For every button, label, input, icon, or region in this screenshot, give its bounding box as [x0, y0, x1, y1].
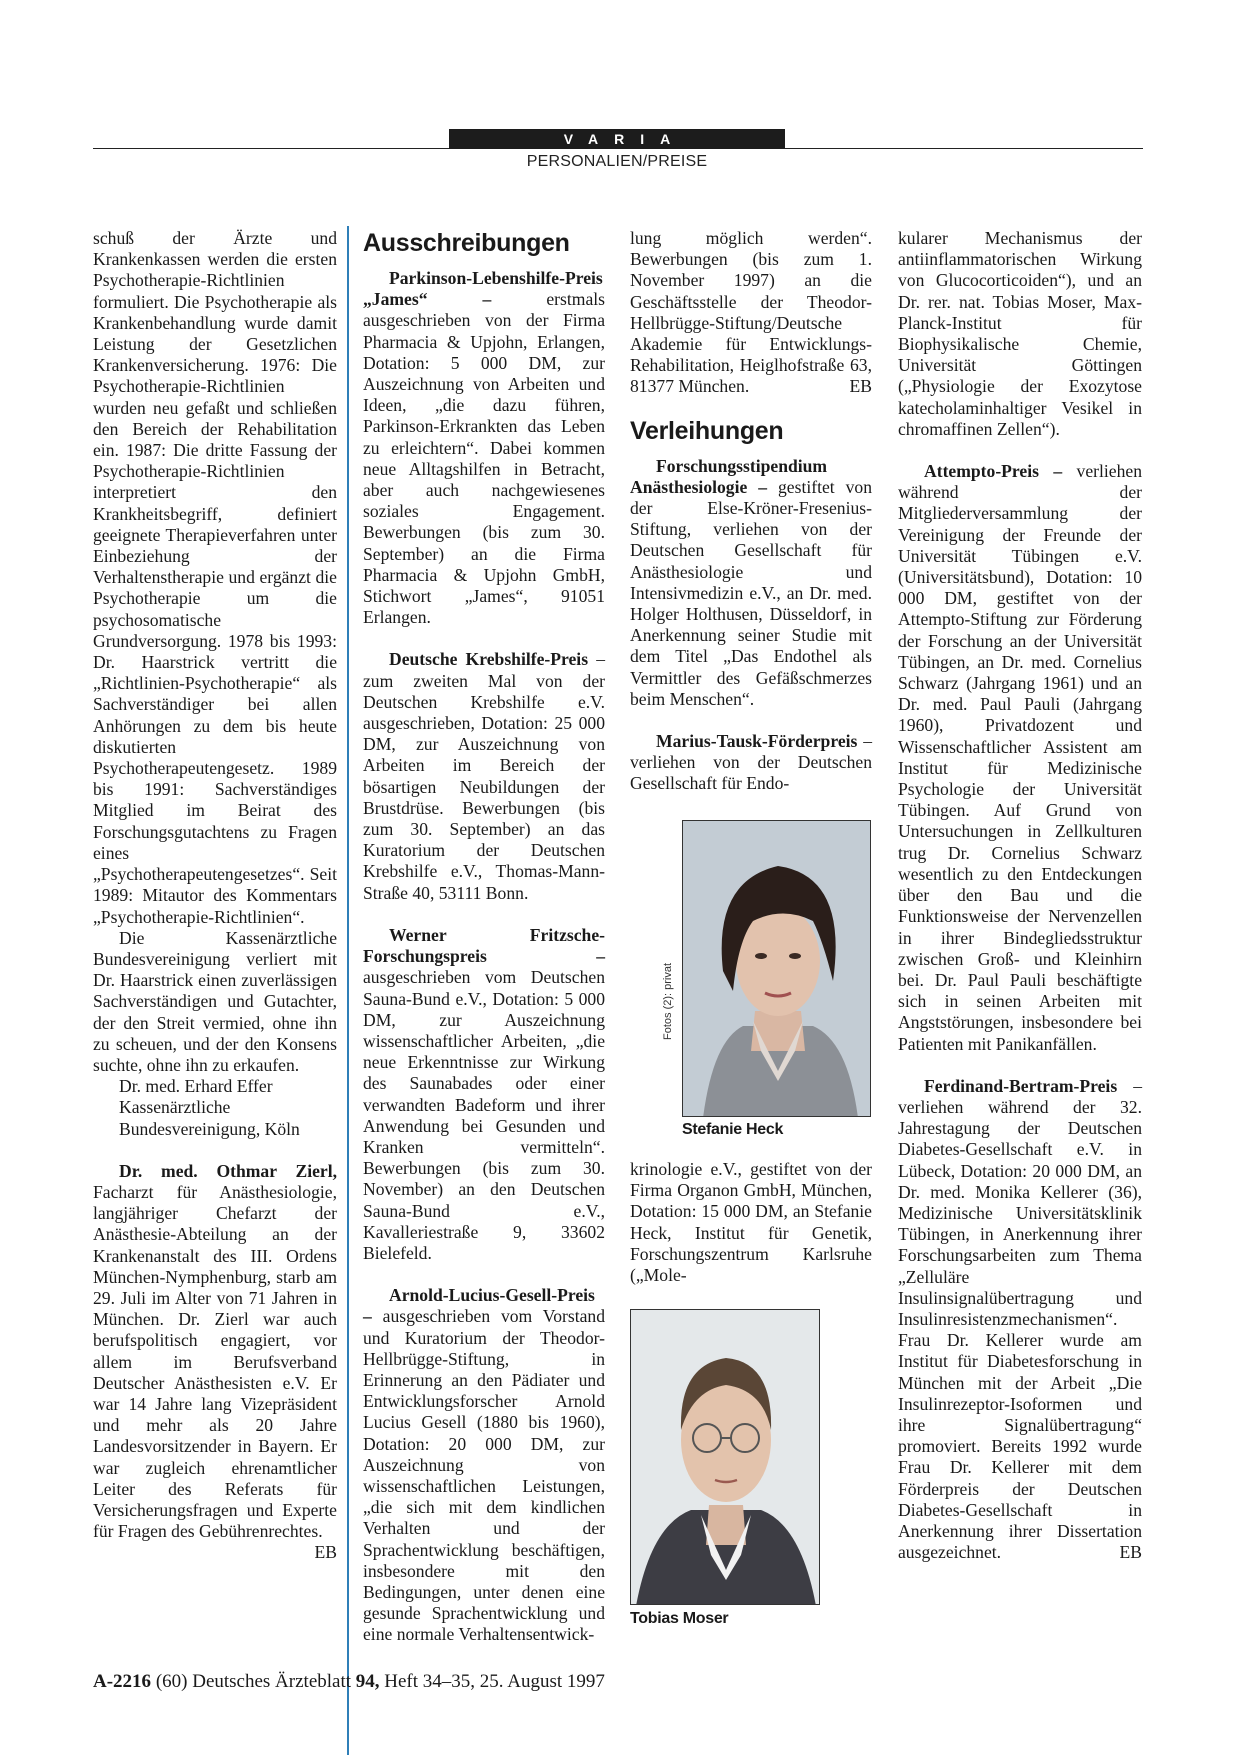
author-name: Dr. med. Erhard Effer: [119, 1076, 273, 1097]
award-entry: Attempto-Preis – verliehen während der Mitgliederversammlung der Vereinigung der Freunde der Universität Tübingen e.V. (Universitätsbund), Dotation: 10 000 DM, gestiftet von der Attempto-Stiftung zur Förderung der Forschung an der Universität Tübingen, an Dr. med. Cornelius Schwarz (Jahrgang 1961) und an Dr. med. Paul Pauli (Jahrgang 1960), Privatdozent und Wissenschaftlicher Assistent am Institut für Medizinische Psychologie der Universität Tübingen. Auf Grund von Untersuchungen in Zellkulturen trug Dr. Cornelius Schwarz wesentlich zu den Entdeckungen über den Bau und die Funktionsweise der Nervenzellen in ihrer Bindegliedsstruktur zwischen Groß- und Kleinhirn bei. Dr. Paul Pauli beschäftigte sich in seinen Arbeiten mit Angststörungen, insbesondere bei Patienten mit Panikanfällen.: [898, 461, 1142, 1054]
article-paragraph: lung möglich werden“. Bewerbungen (bis zum 1. November 1997) an die Geschäftsstelle der Theodor-Hellbrügge-Stiftung/Deutsche Akademie für Entwicklungs-Rehabilitation, Heiglhofstraße 63, 81377 München. EB: [630, 228, 872, 397]
section-heading-ausschreibungen: Ausschreibungen: [363, 229, 570, 257]
author-initials: EB: [849, 376, 872, 397]
section-label: VARIA: [449, 129, 785, 149]
page-number: A-2216: [93, 1671, 152, 1692]
author-affiliation: Bundesvereinigung, Köln: [119, 1118, 300, 1139]
portrait-photo-stefanie-heck: [682, 820, 871, 1117]
volume-number: 94,: [355, 1671, 380, 1692]
article-paragraph: schuß der Ärzte und Krankenkassen werden die ersten Psychotherapie-Richtlinien formuliert. Die Psychotherapie als Krankenbehandlung wurde damit Leistung der Gesetzlichen Krankenversicherung. 1976: Die Psychotherapie-Richtlinien wurden neu gefaßt und schließen den Bereich der Rehabilitation ein. 1987: Die dritte Fassung der Psychotherapie-Richtlinien interpretiert den Krankheitsbegriff, definiert geeignete Therapieverfahren unter Einbeziehung der Verhaltenstherapie und ergänzt die Psychotherapie um die psychosomatische Grundversorgung. 1978 bis 1993: Dr. Haarstrick vertritt die „Richtlinien-Psychotherapie“ als Sachverständiger bei allen Anhörungen zu dem bis heute diskutierten Psychotherapeutengesetz. 1989 bis 1991: Sachverständiges Mitglied im Beirat des Forschungsgutachtens zu Fragen eines „Psychotherapeutengesetzes“. Seit 1989: Mitautor des Kommentars „Psychotherapie-Richtlinien“.: [93, 228, 337, 927]
photo-caption: Tobias Moser: [630, 1610, 729, 1627]
subsection-title: PERSONALIEN/PREISE: [526, 153, 708, 170]
award-entry: Ferdinand-Bertram-Preis – verliehen während der 32. Jahrestagung der Deutschen Diabetes-Gesellschaft e.V. in Lübeck, Dotation: 20 000 DM, an Dr. med. Monika Kellerer (36), Medizinische Universitätsklinik Tübingen, in Anerkennung ihrer Forschungsarbeiten zum Thema „Zelluläre Insulinsignalübertragung und Insulinresistenzmechanismen“. Frau Dr. Kellerer wurde am Institut für Diabetesforschung in München mit der Arbeit „Die Insulinrezeptor-Isoformen und ihre Signalübertragung“ promoviert. Bereits 1992 wurde Frau Dr. Kellerer mit dem Förderpreis der Deutschen Diabetes-Gesellschaft in Anerkennung ihrer Dissertation ausgezeichnet. EB: [898, 1075, 1142, 1563]
obituary-name: Dr. med. Othmar Zierl,: [119, 1160, 337, 1181]
column-3: [630, 228, 872, 795]
award-entry: Forschungsstipendium Anästhesiologie – gestiftet von der Else-Kröner-Fresenius-Stiftung, verliehen von der Deutschen Gesellschaft für Anästhesiologie und Intensivmedizin e.V., an Dr. med. Holger Holthusen, Düsseldorf, in Anerkennung seiner Studie mit dem Titel „Das Endothel als Vermittler des Gefäßschmerzes beim Menschen“.: [630, 455, 872, 709]
photo-caption: Stefanie Heck: [682, 1121, 784, 1138]
section-heading-verleihungen: Verleihungen: [630, 416, 784, 445]
column-1: [93, 228, 337, 1564]
column-2: [363, 228, 605, 1646]
article-paragraph: kularer Mechanismus der antiinflammatorischen Wirkung von Glucocorticoiden“), und an Dr. rer. nat. Tobias Moser, Max-Planck-Institut für Biophysikalische Chemie, Universität Göttingen („Physiologie der Exozytose katecholaminhaltiger Vesikel in chromaffinen Zellen“).: [898, 228, 1142, 439]
obituary: Dr. med. Othmar Zierl, Facharzt für Anästhesiologie, langjähriger Chefarzt der Anästhesie-Abteilung an der Krankenanstalt des III. Ordens München-Nymphenburg, starb am 29. Juli im Alter von 71 Jahren in München. Dr. Zierl war auch berufspolitisch engagiert, vor allem im Berufsverband Deutscher Anästhesisten e.V. Er war 14 Jahre lang Vizepräsident und mehr als 20 Jahre Landesvorsitzender in Bayern. Er war zugleich ehrenamtlicher Leiter des Referats für Versicherungsfragen und Experte für Fragen des Gebührenrechtes. EB: [93, 1160, 337, 1563]
page-footer: A-2216 (60) Deutsches Ärzteblatt 94, Heft 34–35, 25. August 1997: [93, 1671, 605, 1692]
portrait-photo-tobias-moser: [630, 1309, 820, 1605]
award-entry: Marius-Tausk-Förderpreis – verliehen von der Deutschen Gesellschaft für Endo-: [630, 731, 872, 794]
award-entry: Parkinson-Lebenshilfe-Preis „James“ – erstmals ausgeschrieben von der Firma Pharmacia & Upjohn, Erlangen, Dotation: 5 000 DM, zur Auszeichnung von Arbeiten und Ideen, „die dazu führen, Parkinson-Erkrankten das Leben zu erleichtern“. Dabei kommen neue Alltagshilfen in Betracht, aber auch nachgewiesenes soziales Engagement. Bewerbungen (bis zum 30. September) an die Firma Pharmacia & Upjohn GmbH, Stichwort „James“, 91051 Erlangen.: [363, 268, 605, 628]
column-divider: [347, 226, 349, 1755]
author-affiliation: Kassenärztliche: [119, 1097, 231, 1118]
column-4: [898, 228, 1142, 1563]
column-3-continued: [630, 1159, 872, 1286]
author-initials: EB: [314, 1542, 337, 1563]
award-entry: Arnold-Lucius-Gesell-Preis – ausgeschrieben vom Vorstand und Kuratorium der Theodor-Hellbrügge-Stiftung, in Erinnerung an den Pädiater und Entwicklungsforscher Arnold Lucius Gesell (1880 bis 1960), Dotation: 20 000 DM, zur Auszeichnung von wissenschaftlichen Leistungen, „die sich mit dem kindlichen Verhalten und der Sprachentwicklung beschäftigen, insbesondere mit den Bedingungen, unter denen eine gesunde Sprachentwicklung und eine normale Verhaltensentwick-: [363, 1285, 605, 1645]
award-entry: Werner Fritzsche-Forschungspreis – ausgeschrieben vom Deutschen Sauna-Bund e.V., Dotation: 5 000 DM, zur Auszeichnung wissenschaftlicher Arbeiten, „die neue Erkenntnisse zur Wirkung des Saunabades oder einer verwandten Badeform und ihrer Anwendung bei Gesunden und Kranken vermitteln“. Bewerbungen (bis zum 30. November) an den Deutschen Sauna-Bund e.V., Kavalleriestraße 9, 33602 Bielefeld.: [363, 924, 605, 1263]
award-entry: Deutsche Krebshilfe-Preis – zum zweiten Mal von der Deutschen Krebshilfe e.V. ausgeschrieben, Dotation: 25 000 DM, zur Auszeichnung von Arbeiten im Bereich der bösartigen Neubildungen der Brustdrüse. Bewerbungen (bis zum 30. September) an das Kuratorium der Deutschen Krebshilfe e.V., Thomas-Mann-Straße 40, 53111 Bonn.: [363, 649, 605, 903]
article-paragraph: krinologie e.V., gestiftet von der Firma Organon GmbH, München, Dotation: 15 000 DM, an Stefanie Heck, Institut für Genetik, Forschungszentrum Karlsruhe („Mole-: [630, 1159, 872, 1286]
photo-credit: Fotos (2): privat: [662, 962, 674, 1040]
article-paragraph: Die Kassenärztliche Bundesvereinigung verliert mit Dr. Haarstrick einen zuverlässigen Sachverständigen und Gutachter, der den Streit vermied, ohne ihn zu scheuen, und der den Konsens suchte, ohne ihn zu erkaufen.: [93, 927, 337, 1075]
author-initials: EB: [1119, 1542, 1142, 1563]
